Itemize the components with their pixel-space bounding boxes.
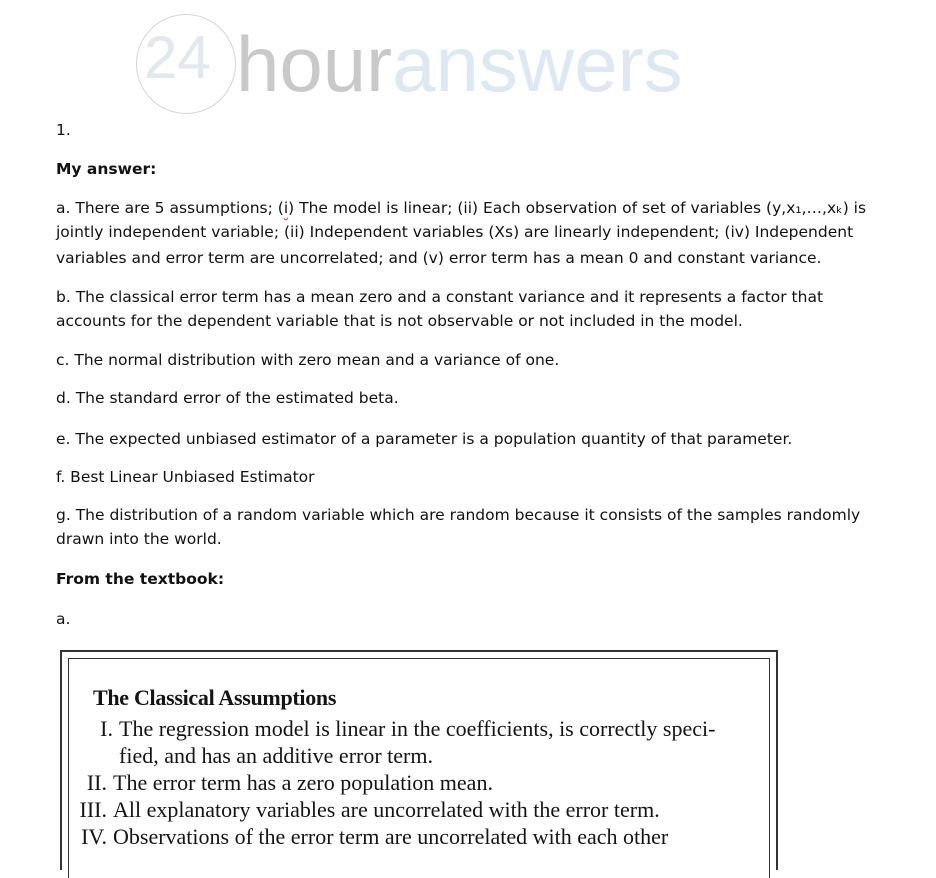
assumption-text: All explanatory variables are uncorrelated with the error term. <box>113 797 660 822</box>
answer-a-line-1 <box>56 196 868 220</box>
assumption-text: fied, and has an additive error term. <box>119 743 433 768</box>
answer-c: c. The normal distribution with zero mean and a variance of one. <box>56 351 560 369</box>
answer-a-text-start: a. There are 5 assumptions; ( <box>56 199 284 217</box>
assumption-number: III. <box>79 797 107 822</box>
answer-g-line-1: g. The distribution of a random variable which are random because it consists of the samples randomly <box>56 506 861 524</box>
answer-b-line-2: accounts for the dependent variable that is not observable or not included in the model. <box>56 312 743 330</box>
textbook-excerpt-box <box>60 650 778 870</box>
assumption-number: II. <box>86 770 107 795</box>
assumption-text: The error term has a zero population mean. <box>113 770 493 795</box>
answer-b-line-1: b. The classical error term has a mean zero and a constant variance and it represents a factor that <box>56 288 824 306</box>
answer-a-line-2: jointly independent variable; (ii) Independent variables (Xs) are linearly independent; (iv) Independent <box>56 223 854 241</box>
answer-a-line-3: variables and error term are uncorrelated; and (v) error term has a mean 0 and constant variance. <box>56 249 822 267</box>
answer-a-text-end: ) The model is linear; (ii) Each observation of set of variables (y,x₁,…,xₖ) is <box>288 199 867 217</box>
answer-g-line-2: drawn into the world. <box>56 530 222 548</box>
assumption-number: I. <box>100 716 113 741</box>
site-logo <box>136 12 756 116</box>
logo-number: 24 <box>144 24 211 91</box>
answer-f: f. Best Linear Unbiased Estimator <box>56 468 315 486</box>
logo-word-answers: answers <box>392 20 683 108</box>
textbook-box-title: The Classical Assumptions <box>93 685 337 710</box>
spellcheck-flagged-word[interactable]: i <box>283 199 289 217</box>
assumption-text: The regression model is linear in the coefficients, is correctly speci- <box>119 716 716 741</box>
question-number: 1. <box>56 121 71 139</box>
textbook-item-label: a. <box>56 610 71 628</box>
logo-word-hour: hour <box>236 20 393 108</box>
assumption-number: IV. <box>81 824 107 849</box>
answer-e: e. The expected unbiased estimator of a parameter is a population quantity of that parameter. <box>56 430 793 448</box>
my-answer-heading: My answer: <box>56 160 157 178</box>
assumption-text: Observations of the error term are uncorrelated with each other <box>113 824 669 849</box>
answer-d: d. The standard error of the estimated beta. <box>56 389 399 407</box>
textbook-excerpt-inner-frame <box>68 658 770 878</box>
textbook-heading: From the textbook: <box>56 570 225 588</box>
logo-wordmark <box>236 14 683 114</box>
